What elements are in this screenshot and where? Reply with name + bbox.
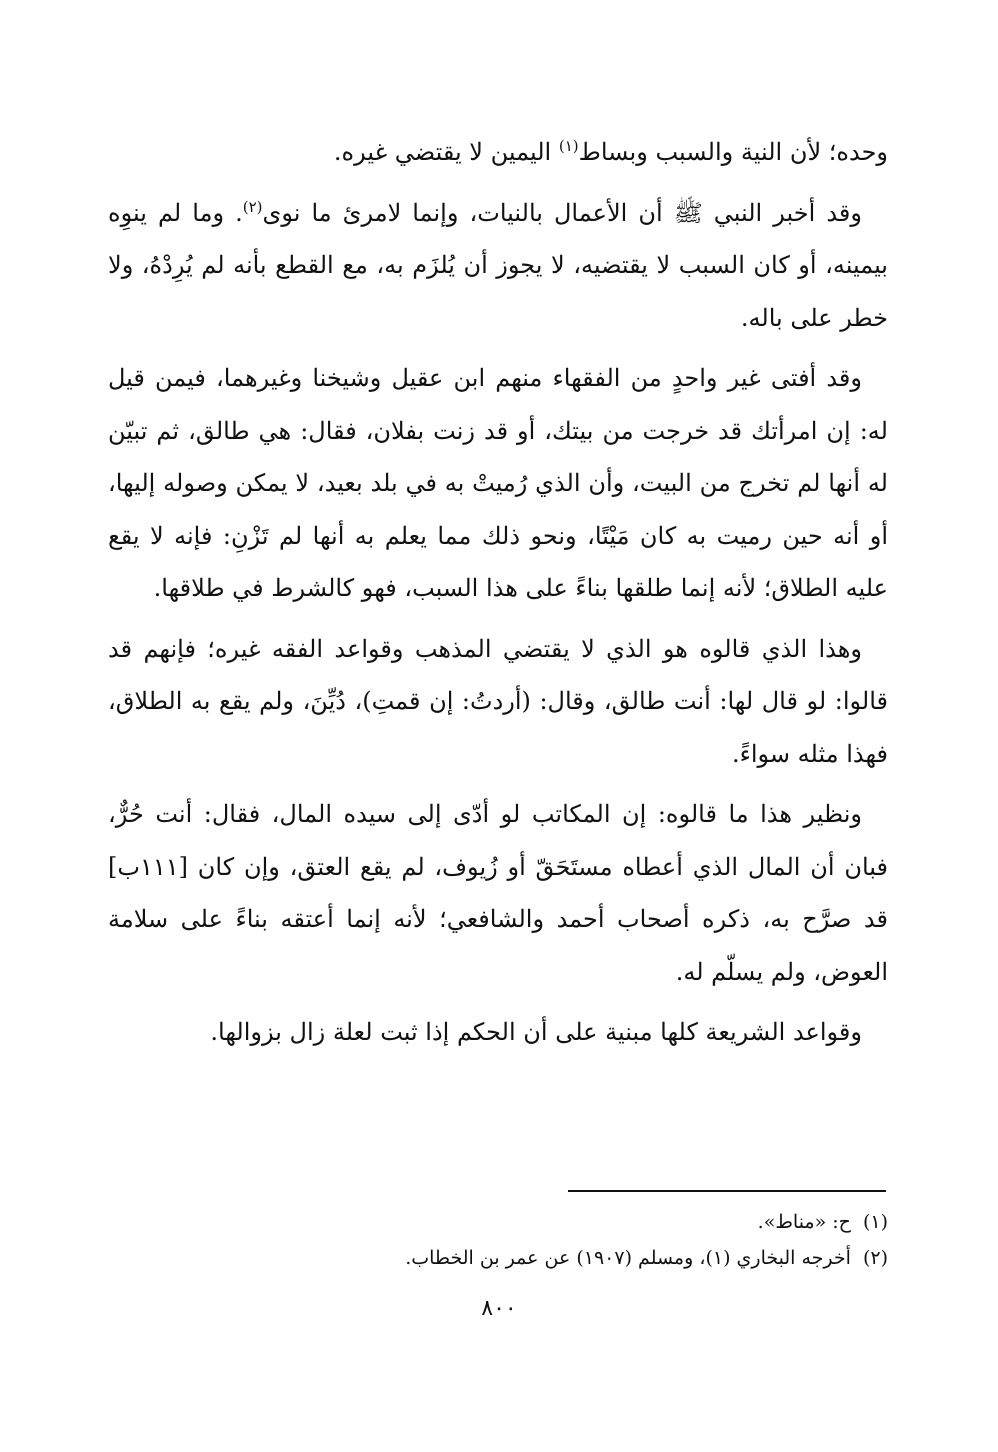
- page-number: ٨٠٠: [481, 1296, 517, 1321]
- footnote-2-text: أخرجه البخاري (١)، ومسلم (١٩٠٧) عن عمر بن الخطاب.: [405, 1247, 851, 1269]
- paragraph-1-text-a: وحده؛ لأن النية والسبب وبساط: [578, 138, 888, 166]
- paragraph-1: [108, 126, 888, 179]
- paragraph-6: وقواعد الشريعة كلها مبنية على أن الحكم إذا ثبت لعلة زال بزوالها.: [210, 1018, 862, 1046]
- paragraph-2-text-a: وقد أخبر النبي ﷺ أن الأعمال بالنيات، وإنما لامرئ ما نوى: [262, 198, 862, 227]
- footnote-1: [108, 1204, 888, 1240]
- main-text: [108, 126, 888, 1067]
- footnote-1-text: ح: «مناط».: [757, 1211, 851, 1233]
- footnote-ref-1: (١): [558, 137, 579, 155]
- footnote-ref-2: (٢): [242, 197, 263, 216]
- footnote-separator: [568, 1190, 886, 1192]
- paragraph-5: ونظير هذا ما قالوه: إن المكاتب لو أدّى إلى سيده المال، فقال: أنت حُرٌّ، فبان أن المال الذي أعطاه مستَحَقّ أو زُيوف، لم يقع العتق، وإن كان [١١١ب] قد صرَّح به، ذكره أصحاب أحمد والشافعي؛ لأنه إنما أعتقه بناءً على سلامة العوض، ولم يسلّم له.: [108, 800, 888, 986]
- paragraph-2-text-b: . وما لم ينوِه بيمينه، أو كان السبب لا يقتضيه، لا يجوز أن يُلزَم به، مع القطع بأنه لم يُرِدْهُ، ولا خطر على باله.: [108, 198, 888, 332]
- paragraph-3: وقد أفتى غير واحدٍ من الفقهاء منهم ابن عقيل وشيخنا وغيرهما، فيمن قيل له: إن امرأتك قد خرجت من بيتك، أو قد زنت بفلان، فقال: هي طالق، ثم تبيّن له أنها لم تخرج من البيت، وأن الذي رُميتْ به في بلد بعيد، لا يمكن وصوله إليها، أو أنه حين رميت به كان مَيْتًا، ونحو ذلك مما يعلم به أنها لم تَزْنِ: فإنه لا يقع عليه الطلاق؛ لأنه إنما طلقها بناءً على هذا السبب، فهو كالشرط في طلاقها.: [108, 364, 888, 602]
- footnote-1-number: (١): [862, 1211, 888, 1233]
- footnotes: [108, 1204, 888, 1276]
- footnote-2-number: (٢): [862, 1247, 888, 1269]
- paragraph-1-text-b: اليمين لا يقتضي غيره.: [333, 138, 559, 166]
- paragraph-2: [108, 187, 888, 345]
- footnote-2: [108, 1240, 888, 1276]
- paragraph-4: وهذا الذي قالوه هو الذي لا يقتضي المذهب وقواعد الفقه غيره؛ فإنهم قد قالوا: لو قال لها: أنت طالق، وقال: (أردتُ: إن قمتِ)، دُيِّنَ، ولم يقع به الطلاق، فهذا مثله سواءً.: [108, 634, 888, 768]
